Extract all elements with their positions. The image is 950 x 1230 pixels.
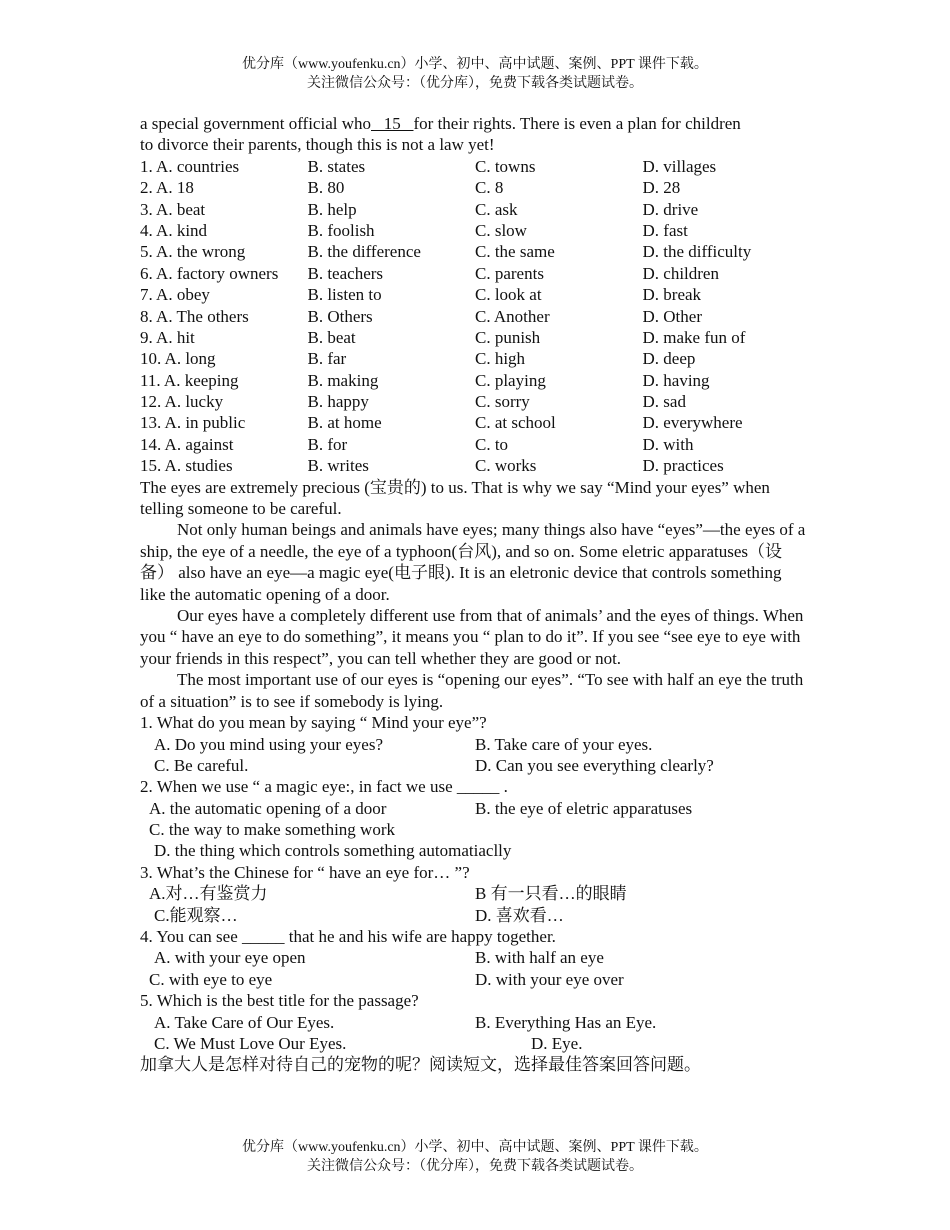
option-3c: C.能观察… [154,905,238,925]
option-1b: B. Take care of your eyes. [475,734,653,754]
question-4-options-cd [140,969,810,990]
intro-text-b: for their rights. There is even a plan for children [413,114,741,133]
cloze-option: 13. A. in public [140,413,246,433]
cloze-option: D. villages [642,156,717,176]
option-2b: B. the eye of eletric apparatuses [475,798,693,818]
question-3-options-ab [140,883,810,904]
cloze-option: D. with [642,434,694,454]
blank-15: 15 [371,114,414,133]
question-1-options-ab [140,734,810,755]
option-5b: B. Everything Has an Eye. [475,1012,657,1032]
cloze-option: C. parents [475,263,544,283]
cloze-option: B. the difference [307,242,421,262]
cloze-option: 2. A. 18 [140,178,194,198]
cloze-option: 11. A. keeping [140,370,239,390]
cloze-option: D. drive [642,199,699,219]
option-3d: D. 喜欢看… [475,905,564,925]
cloze-row [140,306,810,327]
cloze-option: B. 80 [307,178,345,198]
cloze-row [140,284,810,305]
cloze-option: 1. A. countries [140,156,240,176]
cloze-option: 14. A. against [140,434,234,454]
next-passage-intro: 加拿大人是怎样对待自己的宠物的呢？阅读短文，选择最佳答案回答问题。 [140,1055,701,1075]
option-3b: B 有一只看…的眼睛 [475,884,627,904]
cloze-row [140,327,810,348]
cloze-row [140,412,810,433]
question-3: 3. What’s the Chinese for “ have an eye for… ”? [140,862,470,882]
cloze-option: B. teachers [307,263,384,283]
document-body [140,113,810,1076]
cloze-option: C. sorry [475,392,530,412]
header-line-2: 关注微信公众号：（优分库），免费下载各类试题试卷。 [307,76,643,91]
option-1d: D. Can you see everything clearly? [475,755,714,775]
cloze-row [140,434,810,455]
cloze-option: D. Other [642,306,702,326]
cloze-option: D. break [642,285,702,305]
option-1c: C. Be careful. [154,755,249,775]
cloze-option: 5. A. the wrong [140,242,246,262]
cloze-row [140,241,810,262]
cloze-option: B. at home [307,413,382,433]
cloze-row [140,177,810,198]
cloze-option: D. make fun of [642,327,746,347]
cloze-option: B. Others [307,306,373,326]
cloze-option: 8. A. The others [140,306,249,326]
cloze-option: 6. A. factory owners [140,263,279,283]
cloze-option: D. 28 [642,178,681,198]
cloze-row [140,348,810,369]
passage-paragraph-1: The eyes are extremely precious (宝贵的) to us. That is why we say “Mind your eyes” when telling someone to be careful. [140,477,770,519]
cloze-option: 12. A. lucky [140,392,224,412]
question-4: 4. You can see _____ that he and his wife are happy together. [140,927,556,947]
cloze-option: 9. A. hit [140,327,195,347]
intro-line-2: to divorce their parents, though this is not a law yet! [140,135,495,155]
cloze-option: D. the difficulty [642,242,752,262]
cloze-option: C. playing [475,370,546,390]
cloze-row [140,391,810,412]
cloze-option: D. having [642,370,710,390]
page-footer [0,1138,950,1176]
option-4b: B. with half an eye [475,948,604,968]
cloze-option: B. making [307,370,379,390]
cloze-option: B. happy [307,392,369,412]
cloze-option: C. at school [475,413,556,433]
cloze-option: C. look at [475,285,542,305]
cloze-option: C. towns [475,156,536,176]
cloze-option: B. foolish [307,220,375,240]
cloze-option: C. to [475,434,509,454]
option-5a: A. Take Care of Our Eyes. [154,1012,335,1032]
footer-line-2: 关注微信公众号：（优分库），免费下载各类试题试卷。 [307,1159,643,1174]
cloze-option: D. practices [642,456,724,476]
cloze-option: D. everywhere [642,413,743,433]
question-5-options-ab [140,1012,810,1033]
question-1: 1. What do you mean by saying “ Mind your eye”? [140,713,487,733]
cloze-row [140,370,810,391]
cloze-option: C. works [475,456,537,476]
question-2-options-ab [140,798,810,819]
cloze-row [140,263,810,284]
option-4c: C. with eye to eye [149,969,273,989]
cloze-option: B. help [307,199,357,219]
cloze-option: D. children [642,263,719,283]
question-3-options-cd [140,905,810,926]
cloze-option: B. far [307,349,347,369]
cloze-option: B. writes [307,456,369,476]
intro-text-a: a special government official who [140,114,371,133]
cloze-option: B. for [307,434,348,454]
question-5: 5. Which is the best title for the passage? [140,991,419,1011]
cloze-option: C. slow [475,220,527,240]
option-1a: A. Do you mind using your eyes? [154,734,384,754]
cloze-row [140,455,810,476]
cloze-option: B. listen to [307,285,382,305]
option-2a: A. the automatic opening of a door [149,798,387,818]
cloze-option: C. 8 [475,178,504,198]
cloze-options-table [140,156,810,477]
passage-paragraph-4: The most important use of our eyes is “opening our eyes”. “To see with half an eye the truth of a situation” is to see if somebody is lying. [140,670,804,711]
option-4a: A. with your eye open [154,948,306,968]
footer-line-1: 优分库（www.youfenku.cn）小学、初中、高中试题、案例、PPT 课件下载。 [242,1140,708,1155]
option-4d: D. with your eye over [475,969,624,989]
header-line-1: 优分库（www.youfenku.cn）小学、初中、高中试题、案例、PPT 课件下载。 [242,57,708,72]
cloze-option: D. deep [642,349,696,369]
question-4-options-ab [140,947,810,968]
option-5c: C. We Must Love Our Eyes. [154,1033,347,1053]
cloze-option: C. high [475,349,526,369]
cloze-option: C. Another [475,306,550,326]
cloze-option: D. sad [642,392,686,412]
passage-paragraph-3: Our eyes have a completely different use from that of animals’ and the eyes of things. When you “ have an eye to do something”, it means you “ plan to do it”. If you see “see eye to eye with your friends in this respect”, you can tell whether they are good or not. [140,606,804,668]
question-2: 2. When we use “ a magic eye:, in fact we use _____ . [140,777,508,797]
cloze-option: B. beat [307,327,356,347]
cloze-option: C. ask [475,199,518,219]
question-1-options-cd [140,755,810,776]
cloze-row [140,156,810,177]
cloze-row [140,220,810,241]
cloze-row [140,199,810,220]
cloze-option: C. punish [475,327,541,347]
option-2d: D. the thing which controls something automatiaclly [154,841,512,861]
cloze-option: D. fast [642,220,688,240]
passage-paragraph-2: Not only human beings and animals have eyes; many things also have “eyes”—the eyes of a ship, the eye of a needle, the eye of a typhoon(台风), and so on. Some eletric apparatuses（设备） also have an eye—a magic eye(电子眼). It is an eletronic device that controls something like the automatic opening of a door. [140,520,806,604]
cloze-option: 7. A. obey [140,285,210,305]
cloze-option: 15. A. studies [140,456,233,476]
question-5-options-cd [140,1033,810,1054]
cloze-option: C. the same [475,242,555,262]
intro-line-1 [140,113,810,134]
cloze-option: B. states [307,156,366,176]
cloze-option: 3. A. beat [140,199,206,219]
page-header [0,55,950,93]
option-5d: D. Eye. [531,1033,583,1053]
option-2c: C. the way to make something work [149,820,395,840]
cloze-option: 10. A. long [140,349,216,369]
option-3a: A.对…有鉴赏力 [149,884,268,904]
cloze-option: 4. A. kind [140,220,208,240]
